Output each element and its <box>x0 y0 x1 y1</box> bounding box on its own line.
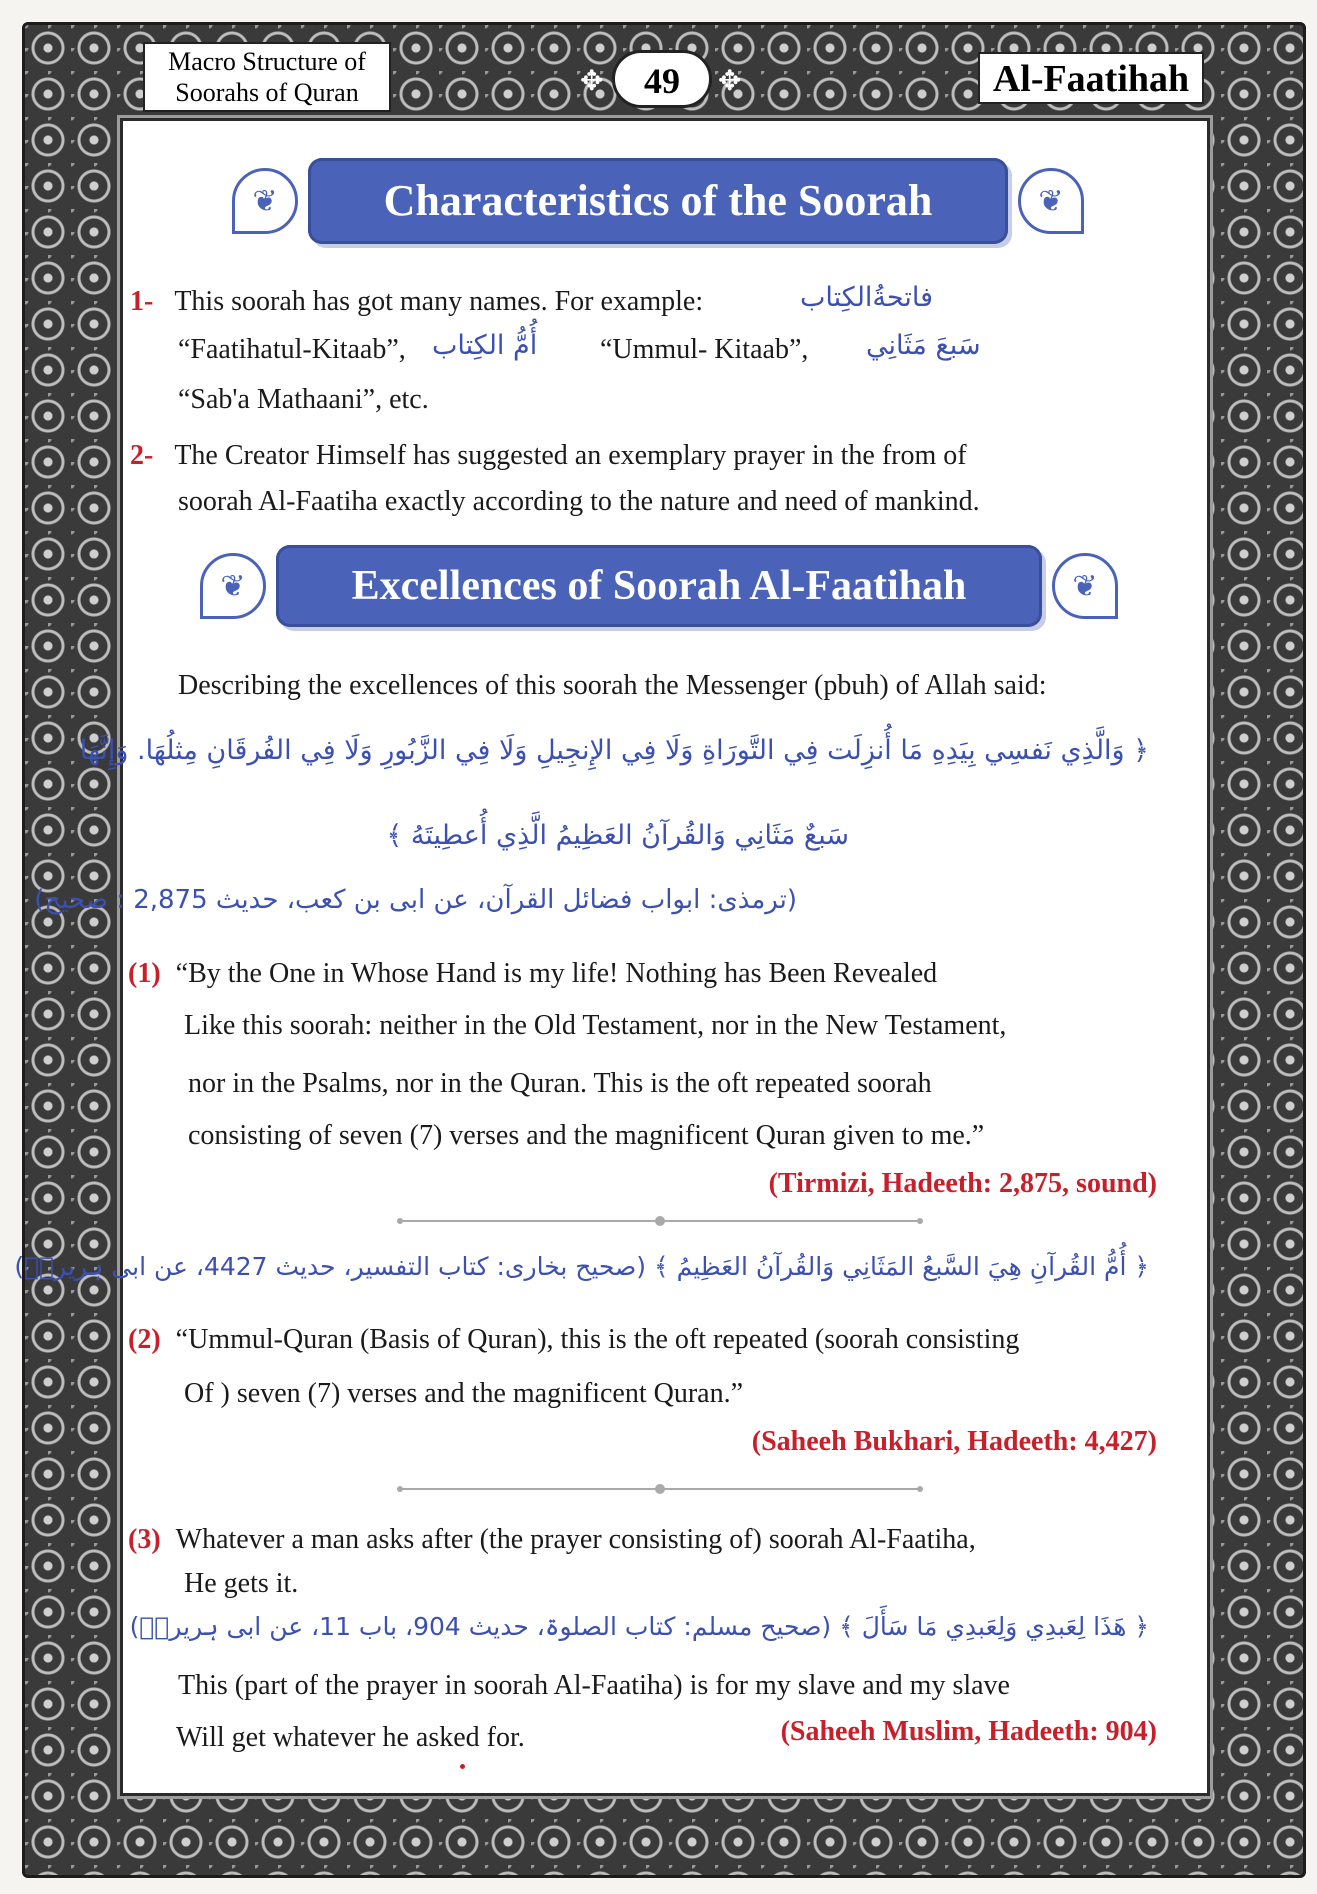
hadith-reference-2: (Saheeh Bukhari, Hadeeth: 4,427) <box>751 1426 1157 1457</box>
leaf-ornament-icon: ❦ <box>200 553 266 619</box>
item-number: 1- <box>130 286 154 317</box>
arabic-hadith-1-line1: ﴿ وَالَّذِي نَفسِي بِيَدِهِ مَا أُنزِلَت فِي التَّورَاةِ وَلَا فِي الإِنجِيلِ وَلَا فِي الزَّبُورِ وَلَا فِي الفُرقَانِ مِثلُهَا. وَإِنَّهَا <box>79 735 1149 766</box>
item-text: soorah Al-Faatiha exactly according to the nature and need of mankind. <box>178 486 980 517</box>
hadith-reference-3: (Saheeh Muslim, Hadeeth: 904) <box>780 1716 1157 1747</box>
item-text: This soorah has got many names. For example: <box>174 286 704 317</box>
hadith-text: This (part of the prayer in soorah Al-Faatiha) is for my slave and my slave <box>178 1670 1010 1701</box>
hadith-reference-1: (Tirmizi, Hadeeth: 2,875, sound) <box>768 1168 1157 1199</box>
hadith-number: (2) <box>128 1324 161 1355</box>
arabic-hadith-1-line2: سَبعٌ مَثَانِي وَالقُرآنُ العَظِيمُ الَّذِي أُعطِيتَهُ ﴾ <box>386 820 849 851</box>
hadith-text: Like this soorah: neither in the Old Testament, nor in the New Testament, <box>184 1010 1007 1041</box>
leaf-ornament-icon: ❦ <box>1052 553 1118 619</box>
item-text: The Creator Himself has suggested an exemplary prayer in the from of <box>174 440 967 471</box>
arabic-hadith-3: ﴿ هَذَا لِعَبدِي وَلِعَبدِي مَا سَأَلَ ﴾ (صحیح مسلم: کتاب الصلوۃ، حدیث 904، باب 11، عن ابی ہریرۃؓ) <box>129 1612 1149 1641</box>
floral-ornament-icon: ✥ <box>580 66 604 97</box>
hadith-3 <box>128 1518 976 1562</box>
hadith-text: consisting of seven (7) verses and the magnificent Quran given to me.” <box>188 1120 985 1151</box>
hadith-text: Whatever a man asks after (the prayer consisting of) soorah Al-Faatiha, <box>175 1524 976 1555</box>
hadith-text: He gets it. <box>184 1568 299 1599</box>
section-banner-characteristics <box>232 158 1084 244</box>
item-number: 2- <box>130 440 154 471</box>
page-number: 49 <box>612 50 712 108</box>
leaf-ornament-icon: ❦ <box>232 168 298 234</box>
divider <box>400 1488 920 1490</box>
hadith-number: (3) <box>128 1524 161 1555</box>
hadith-number: (1) <box>128 958 161 989</box>
item-text: “Faatihatul-Kitaab”, <box>178 334 406 365</box>
section-banner-excellences <box>200 545 1118 627</box>
hadith-text: Of ) seven (7) verses and the magnificent Quran.” <box>184 1378 744 1409</box>
section-title-excellences: Excellences of Soorah Al-Faatihah <box>276 545 1042 627</box>
hadith-text: “By the One in Whose Hand is my life! Nothing has Been Revealed <box>175 958 938 989</box>
arabic-name-1: فاتحةُالكِتاب <box>800 282 933 313</box>
hadith-text: nor in the Psalms, nor in the Quran. This is the oft repeated soorah <box>188 1068 932 1099</box>
book-title-line1: Macro Structure of <box>168 47 366 76</box>
hadith-text: “Ummul-Quran (Basis of Quran), this is the oft repeated (soorah consisting <box>175 1324 1020 1355</box>
section-title-characteristics: Characteristics of the Soorah <box>308 158 1008 244</box>
hadith-1 <box>128 952 937 996</box>
list-item-1 <box>130 280 703 324</box>
list-item-2 <box>130 434 967 478</box>
arabic-name-2: أُمُّ الكِتاب <box>432 330 538 361</box>
book-title-label <box>143 42 391 112</box>
floral-ornament-icon: ✥ <box>718 66 742 97</box>
leaf-ornament-icon: ❦ <box>1018 168 1084 234</box>
hadith-2 <box>128 1318 1019 1362</box>
divider <box>400 1220 920 1222</box>
arabic-hadith-2: ﴿ أُمُّ القُرآنِ هِيَ السَّبعُ المَثَانِي وَالقُرآنُ العَظِيمُ ﴾ (صحیح بخاری: کتاب التفسیر، حدیث 4427، عن ابی ہریرۃؓ) <box>14 1252 1149 1281</box>
ink-mark <box>460 1764 465 1769</box>
item-text: “Sab'a Mathaani”, etc. <box>178 384 429 415</box>
hadith-text: Will get whatever he asked for. <box>176 1722 525 1753</box>
soorah-name-label: Al-Faatihah <box>978 52 1204 104</box>
book-title-line2: Soorahs of Quran <box>175 78 359 107</box>
arabic-source-1: (ترمذی: ابواب فضائل القرآن، عن ابی بن کعب، حدیث 2,875 : صحیح) <box>34 885 797 915</box>
arabic-name-3: سَبعَ مَثَانِي <box>866 330 981 361</box>
item-text: “Ummul- Kitaab”, <box>600 334 809 365</box>
intro-text: Describing the excellences of this soorah the Messenger (pbuh) of Allah said: <box>178 670 1047 701</box>
